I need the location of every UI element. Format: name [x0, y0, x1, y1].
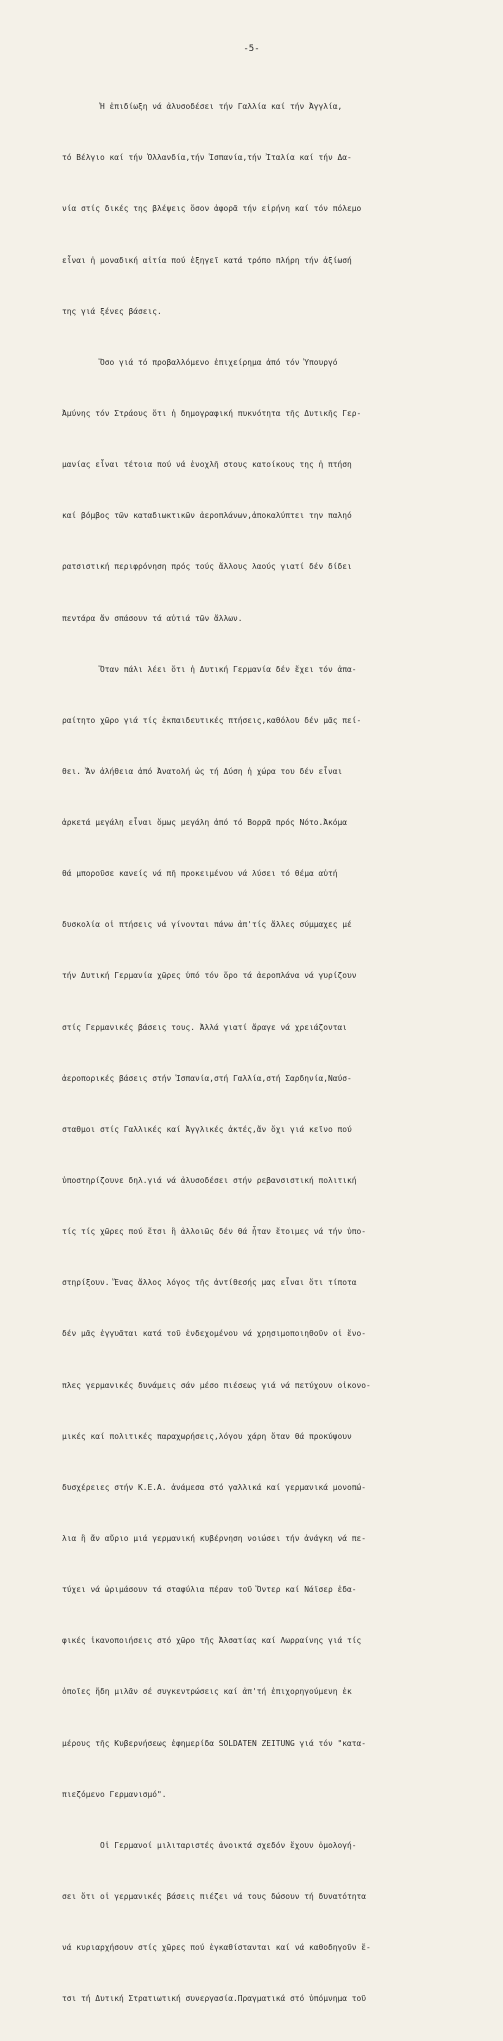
text-line: ἀεροπορικές βάσεις στήν Ἱσπανία,στή Γαλλία,στή Σαρδηνία,Ναύσ- — [62, 1073, 352, 1083]
text-line: Ὅταν πάλι λέει ὅτι ἡ Δυτική Γερμανία δέν ἔχει τόν ἀπα- — [62, 664, 357, 674]
text-line: τίς τίς χῶρες πού ἔτσι ἢ ἀλλοιῶς δέν θά ἦταν ἕτοιμες νά τήν ὑπο- — [62, 1227, 367, 1237]
text-line: λια ἢ ἄν αὔριο μιά γερμανική κυβέρνηση νοιώσει τήν ἀνάγκη νά πε- — [62, 1534, 367, 1544]
text-line: Ἀμύνης τόν Στράους ὅτι ἡ δημογραφική πυκνότητα τῆς Δυτικῆς Γερ- — [62, 408, 362, 418]
text-line: σει ὅτι οἱ γερμανικές βάσεις πιέζει νά τους δώσουν τή δυνατότητα — [62, 1892, 367, 1902]
text-line: Ἡ ἐπιδίωξη νά ἀλυσοδέσει τήν Γαλλία καί τήν Ἀγγλία, — [62, 102, 343, 112]
text-line: στηρίξουν. Ἕνας ἄλλος λόγος τῆς ἀντίθεσής μας εἶναι ὅτι τίποτα — [62, 1278, 357, 1288]
text-line: θά μποροῦσε κανείς νά πῆ προκειμένου νά λύσει τό θέμα αὐτή — [62, 869, 338, 879]
text-line: δυσκολία οἱ πτήσεις νά γίνονται πάνω ἀπ'τίς ἄλλες σύμμαχες μέ — [62, 920, 352, 930]
text-line: ραίτητο χῶρο γιά τίς ἐκπαιδευτικές πτήσεις,καθόλου δέν μᾶς πεί- — [62, 715, 362, 725]
text-line: τύχει νά ὡριμάσουν τά σταφύλια πέραν τοῦ Ὄντερ καί Νάϊσερ ἐδα- — [62, 1585, 357, 1595]
text-line: μέρους τῆς Κυβερνήσεως ἐφημερίδα SOLDATEN ZEITUNG γιά τόν "κατα- — [62, 1738, 367, 1748]
text-line: Οἱ Γερμανοί μιλιταριστές ἀνοικτά σχεδόν ἔχουν ὁμολογή- — [62, 1840, 357, 1850]
text-line: φικές ἱκανοποιήσεις στό χῶρο τῆς Ἀλσατίας καί Λωρραίνης γιά τίς — [62, 1636, 362, 1646]
text-line: ὁποῖες ἤδη μιλᾶν σέ συγκεντρώσεις καί ἀπ'τή ἐπιχορηγούμενη ἐκ — [62, 1687, 352, 1697]
text-line: δυσχέρειες στήν Κ.Ε.Α. ἀνάμεσα στό γαλλικά καί γερμανικά μονοπώ- — [62, 1482, 367, 1492]
text-line: νά κυριαρχήσουν στίς χῶρες πού ἐγκαθίστανται καί νά καθοδηγοῦν ἔ- — [62, 1943, 371, 1953]
body-text — [62, 64, 474, 2041]
text-line: πιεζόμενο Γερμανισμό". — [62, 1789, 167, 1799]
text-line: δέν μᾶς ἐγγυᾶται κατά τοῦ ἐνδεχομένου νά χρησιμοποιηθοῦν οἱ ἔνο- — [62, 1329, 367, 1339]
text-line: μικές καί πολιτικές παραχωρήσεις,λόγου χάρη ὅταν θά προκύψουν — [62, 1431, 352, 1441]
text-line: πλες γερμανικές δυνάμεις σάν μέσο πιέσεως γιά νά πετύχουν οἰκονο- — [62, 1380, 371, 1390]
text-line: ἀρκετά μεγάλη εἶναι ὅμως μεγάλη ἀπό τό Βορρᾶ πρός Νότο.Ἀκόμα — [62, 818, 348, 828]
text-line: καί βόμβος τῶν καταδιωκτικῶν ἀεροπλάνων,ἀποκαλύπτει την παληό — [62, 511, 352, 521]
text-line: εἶναι ἡ μοναδική αἰτία πού ἐξηγεῖ κατά τρόπο πλήρη τήν ἀξίωσή — [62, 255, 352, 265]
text-line: Ὅσο γιά τό προβαλλόμενο ἐπιχείρημα ἀπό τόν Ὑπουργό — [62, 357, 338, 367]
text-line: νία στίς δικές της βλέψεις ὅσον ἀφορᾶ τήν εἰρήνη καί τόν πόλεμο — [62, 204, 362, 214]
text-line: τήν Δυτική Γερμανία χῶρες ὑπό τόν ὅρο τά ἀεροπλάνα νά γυρίζουν — [62, 971, 357, 981]
text-line: θει. Ἄν ἀλήθεια ἀπό Ἀνατολή ὡς τή Δύση ἡ χώρα του δέν εἶναι — [62, 766, 343, 776]
page-number: -5- — [243, 44, 260, 54]
text-line: σταθμοι στίς Γαλλικές καί Ἀγγλικές ἀκτές,ἄν ὄχι γιά κεῖνο πού — [62, 1124, 352, 1134]
text-line: μανίας εἶναι τέτοια πού νά ἐνοχλῆ στους κατοίκους της ἡ πτήση — [62, 460, 352, 470]
text-line: πεντάρα ἄν σπάσουν τά αὐτιά τῶν ἄλλων. — [62, 613, 243, 623]
text-line: στίς Γερμανικές βάσεις τους. Ἀλλά γιατί ἄραγε νά χρειάζονται — [62, 1022, 348, 1032]
text-line: ὑποστηρίζουνε δηλ.γιά νά ἀλυσοδέσει στήν ρεβανσιστική πολιτική — [62, 1176, 357, 1186]
text-line: τσι τή Δυτική Στρατιωτική συνεργασία.Πραγματικά στό ὑπόμνημα τοῦ — [62, 1994, 367, 2004]
text-line: ρατσιστική περιφρόνηση πρός τούς ἄλλους λαούς γιατί δέν δίδει — [62, 562, 352, 572]
text-line: τό Βέλγιο καί τήν Ὁλλανδία,τήν Ἱσπανία,τήν Ἰταλία καί τήν Δα- — [62, 153, 352, 163]
text-line: της γιά ξένες βάσεις. — [62, 306, 162, 316]
